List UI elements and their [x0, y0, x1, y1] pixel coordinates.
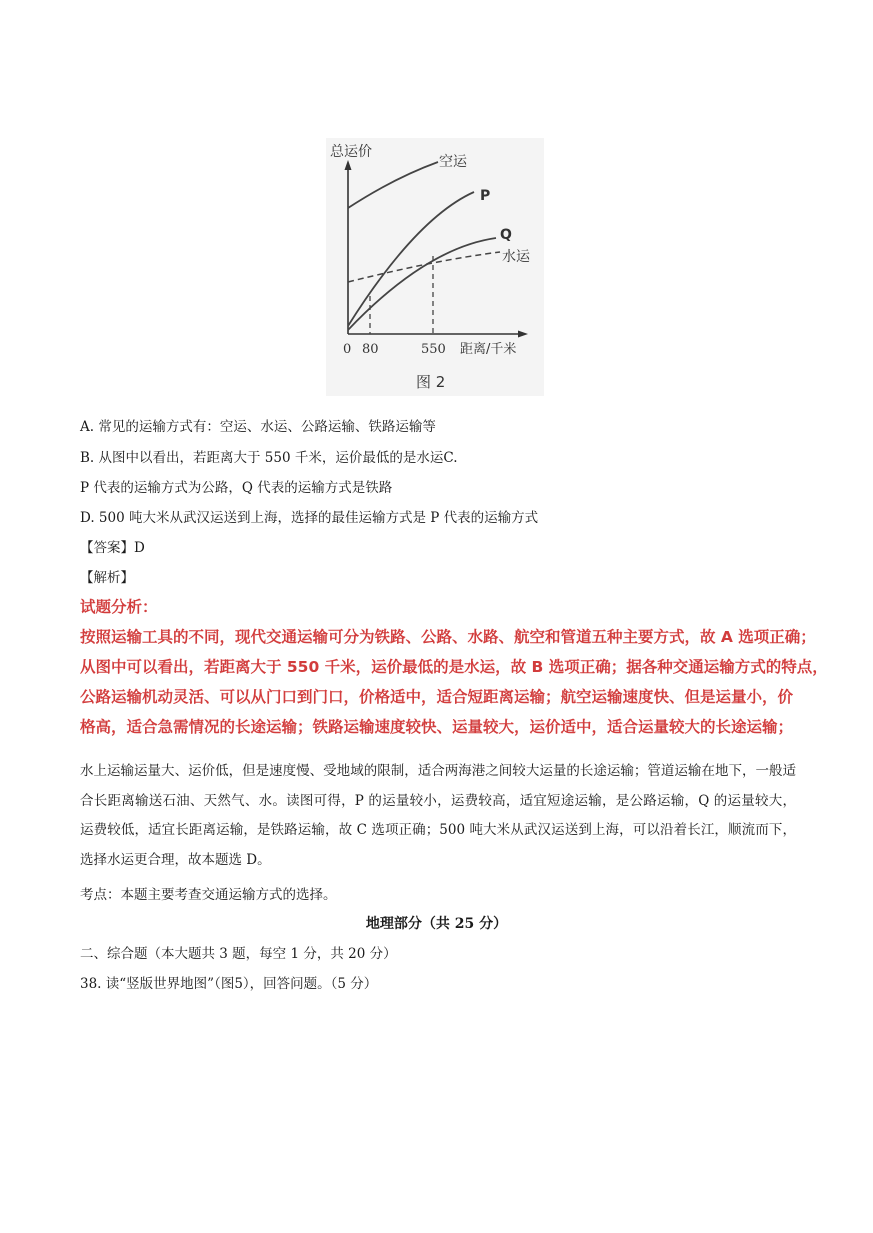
analysis-heading: 试题分析： [80, 598, 158, 616]
x-tick-0: 0 [343, 342, 352, 357]
p-curve-label: P [480, 188, 491, 204]
analysis-paragraph: 水上运输运量大、运价低，但是速度慢、受地域的限制，适合两海港之间较大运量的长途运输；管道运输在地下，一般适合长距离输送石油、天然气、水。读图可得，P 的运量较小，运费较高，适宜短途运输，是公路运输，Q 的运量较大，运费较低，适宜长距离运输，是铁路运输，故 C 选项正确；500 吨大米从武汉运送到上海，可以沿着长江，顺流而下，选择水运更合理，故本题选 D。 [80, 763, 796, 868]
answer: 【答案】D [80, 540, 145, 556]
part-two-heading: 二、综合题（本大题共 3 题，每空 1 分，共 20 分） [80, 946, 397, 962]
analysis-line-1: 按照运输工具的不同，现代交通运输可分为铁路、公路、水路、航空和管道五种主要方式，故 A 选项正确； [80, 628, 816, 646]
analysis-label: 【解析】 [80, 570, 134, 586]
figure-caption: 图 2 [416, 373, 446, 391]
air-curve-label: 空运 [439, 154, 467, 170]
x-axis-label: 距离/千米 [460, 342, 517, 357]
kaodian: 考点：本题主要考查交通运输方式的选择。 [80, 887, 337, 903]
section-title: 地理部分（共 25 分） [365, 916, 508, 932]
analysis-line-2: 从图中可以看出，若距离大于 550 千米，运价最低的是水运，故 B 选项正确；据各种交通运输方式的特点， [80, 658, 828, 676]
cost-chart [326, 138, 544, 396]
option-d: D. 500 吨大米从武汉运送到上海，选择的最佳运输方式是 P 代表的运输方式 [80, 510, 539, 526]
y-axis-label: 总运价 [330, 144, 372, 160]
option-a: A. 常见的运输方式有：空运、水运、公路运输、铁路运输等 [80, 419, 436, 435]
transport-cost-figure [326, 138, 544, 396]
analysis-line-4: 格高，适合急需情况的长途运输；铁路运输速度较快、运量较大，运价适中，适合运量较大的长途运输； [80, 718, 794, 736]
x-tick-550: 550 [421, 342, 446, 357]
analysis-line-3: 公路运输机动灵活、可以从门口到门口，价格适中，适合短距离运输；航空运输速度快、但是运量小，价 [80, 688, 794, 706]
q-curve-label: Q [500, 227, 512, 243]
question-38: 38. 读“竖版世界地图”（图5），回答问题。（5 分） [80, 976, 378, 992]
option-b: B. 从图中以看出，若距离大于 550 千米，运价最低的是水运C. [80, 450, 458, 466]
figure-background [326, 138, 544, 396]
x-tick-80: 80 [362, 342, 379, 357]
option-c: P 代表的运输方式为公路，Q 代表的运输方式是铁路 [80, 480, 393, 496]
water-curve-label: 水运 [502, 249, 530, 265]
